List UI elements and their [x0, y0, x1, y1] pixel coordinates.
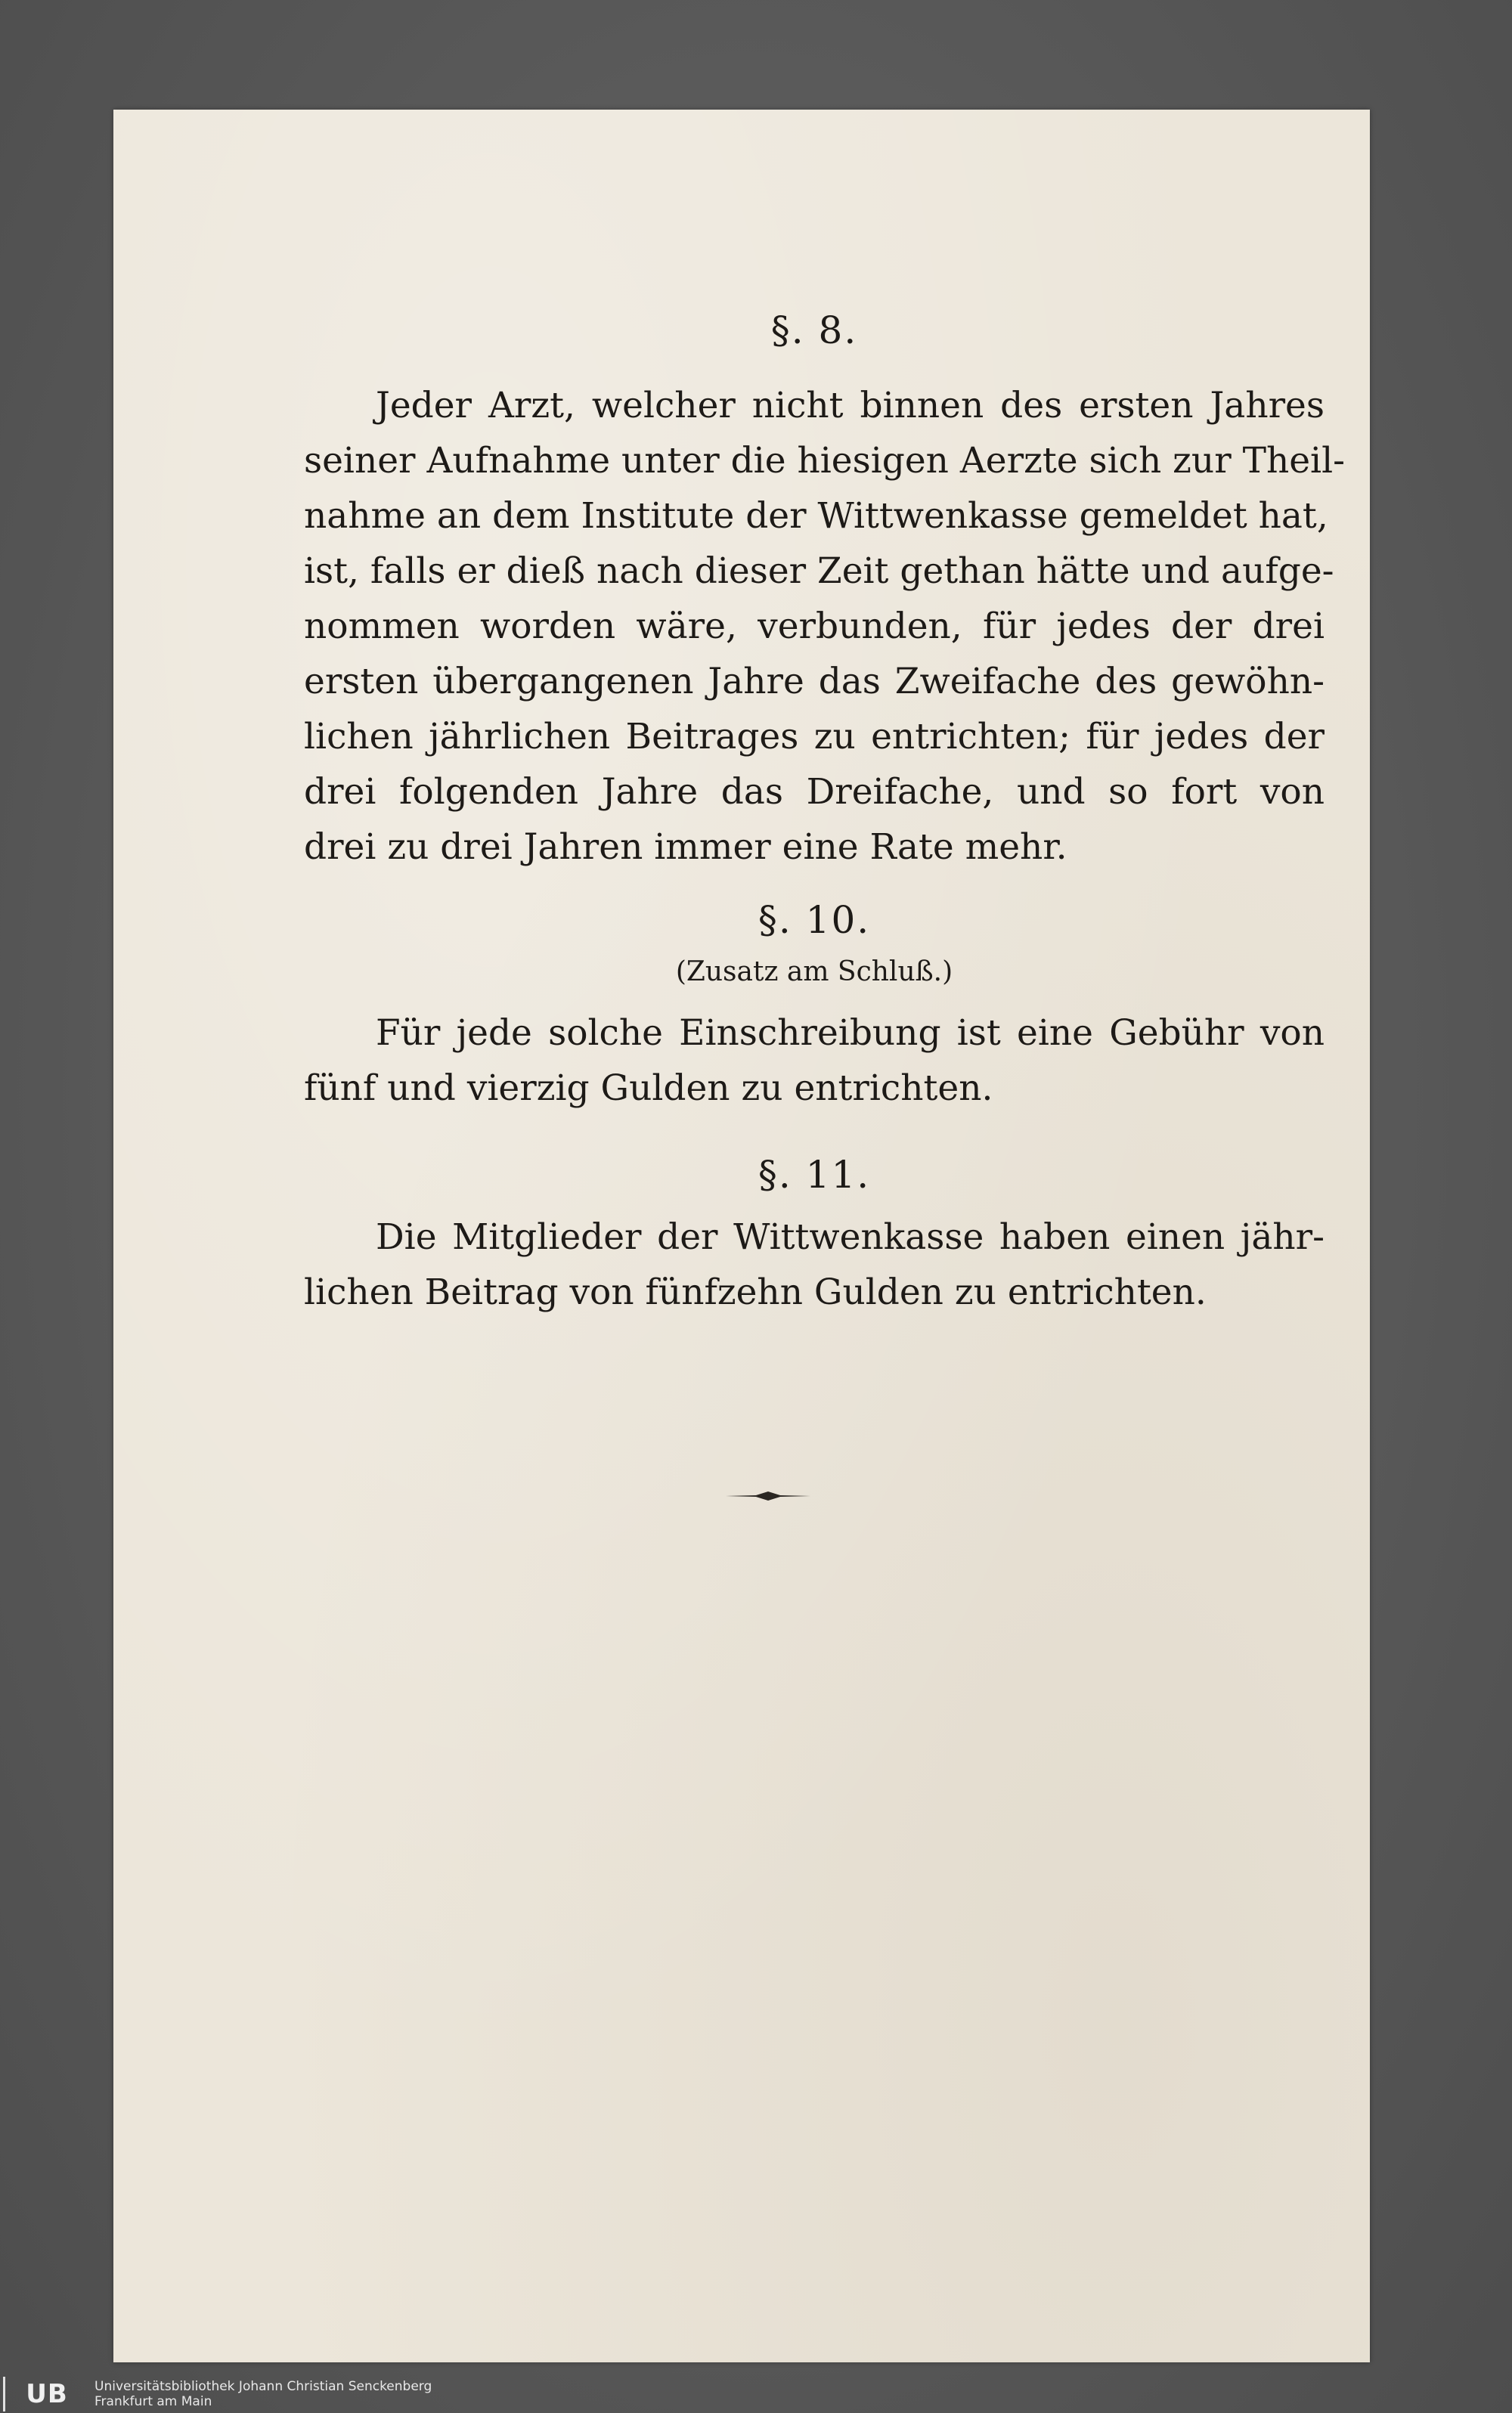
library-name: Universitätsbibliothek Johann Christian Senckenberg	[94, 2378, 432, 2394]
section-subheading: (Zusatz am Schluß.)	[675, 956, 953, 987]
section-8-paragraph	[304, 378, 1345, 875]
text-line: lichen jährlichen Beitrages zu entrichten; für jedes der	[304, 716, 1325, 757]
section-10	[304, 898, 1325, 942]
section-heading: §. 8.	[770, 308, 858, 352]
section-10-paragraph	[304, 1005, 1325, 1116]
text-line: ist, falls er dieß nach dieser Zeit gethan hätte und aufge-	[304, 550, 1334, 592]
section-8	[304, 308, 1325, 352]
text-line: Die Mitglieder der Wittwenkasse haben einen jähr-	[376, 1216, 1325, 1258]
section-heading: §. 10.	[758, 898, 871, 942]
text-line: nahme an dem Institute der Wittwenkasse gemeldet hat,	[304, 495, 1328, 537]
text-line: fünf und vierzig Gulden zu entrichten.	[304, 1067, 993, 1109]
ornament-divider-icon	[726, 1491, 810, 1501]
section-11	[304, 1153, 1325, 1197]
library-footer	[0, 2374, 454, 2413]
text-line: nommen worden wäre, verbunden, für jedes der drei	[304, 606, 1325, 647]
text-line: seiner Aufnahme unter die hiesigen Aerzte sich zur Theil-	[304, 440, 1345, 482]
text-line: drei folgenden Jahre das Dreifache, und so fort von	[304, 771, 1325, 813]
text-line: ersten übergangenen Jahre das Zweifache des gewöhn-	[304, 661, 1325, 702]
section-11-paragraph	[304, 1210, 1325, 1320]
library-city: Frankfurt am Main	[94, 2393, 212, 2409]
library-credit	[94, 2379, 432, 2409]
text-line: lichen Beitrag von fünfzehn Gulden zu entrichten.	[304, 1272, 1207, 1313]
text-line: Jeder Arzt, welcher nicht binnen des ersten Jahres	[376, 385, 1325, 426]
document-page	[113, 110, 1370, 2362]
text-line: drei zu drei Jahren immer eine Rate mehr.	[304, 826, 1067, 868]
section-10-note	[304, 956, 1325, 987]
library-logo: UB	[3, 2377, 88, 2411]
text-line: Für jede solche Einschreibung ist eine Gebühr von	[376, 1012, 1325, 1054]
section-heading: §. 11.	[758, 1153, 871, 1197]
